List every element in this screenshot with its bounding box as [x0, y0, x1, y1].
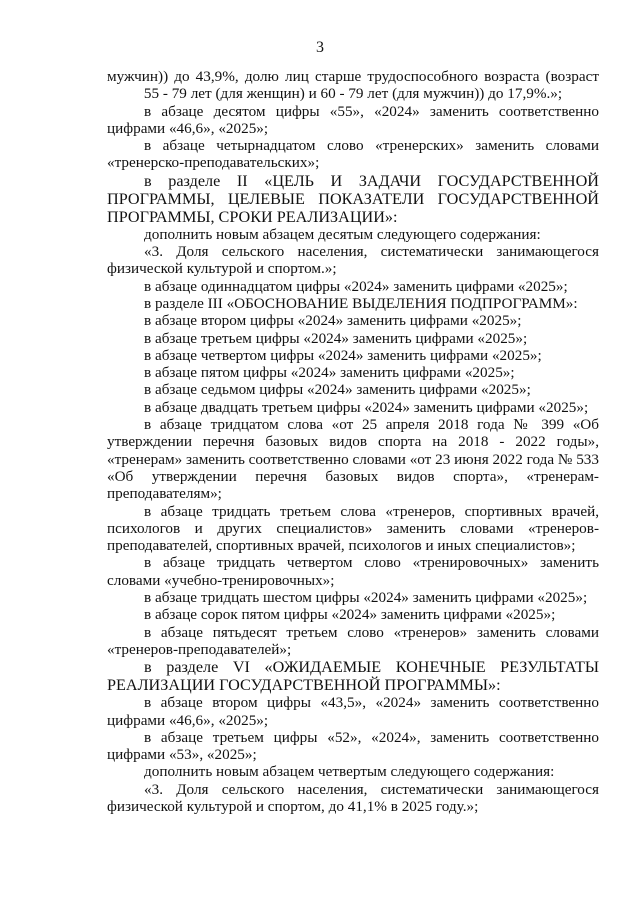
text-line: в абзаце тридцать четвертом слово «тренировочных» заменить: [144, 554, 599, 572]
text-line: «3. Доля сельского населения, систематически занимающегося: [144, 243, 599, 261]
text-line: в абзаце тридцатом слова «от 25 апреля 2018 года № 399 «Об: [144, 416, 599, 434]
text-line: ПРОГРАММЫ, СРОКИ РЕАЛИЗАЦИИ»:: [107, 207, 398, 226]
text-line: в разделе VI «ОЖИДАЕМЫЕ КОНЕЧНЫЕ РЕЗУЛЬТАТЫ: [144, 658, 599, 677]
text-line: в абзаце тридцать третьем слова «тренеров, спортивных врачей,: [144, 502, 599, 520]
text-line: в абзаце одиннадцатом цифры «2024» заменить цифрами «2025»;: [144, 277, 568, 295]
text-line: «Об утверждении перечня базовых видов спорта», «тренерам-: [107, 467, 599, 485]
text-line: «3. Доля сельского населения, систематически занимающегося: [144, 780, 599, 798]
text-line: в абзаце третьем цифры «2024» заменить цифрами «2025»;: [144, 329, 528, 347]
text-line: РЕАЛИЗАЦИИ ГОСУДАРСТВЕННОЙ ПРОГРАММЫ»:: [107, 676, 501, 695]
text-line: в абзаце седьмом цифры «2024» заменить цифрами «2025»;: [144, 381, 531, 399]
text-line: в абзаце двадцать третьем цифры «2024» заменить цифрами «2025»;: [144, 398, 589, 416]
text-line: физической культурой и спортом.»;: [107, 260, 337, 278]
text-line: мужчин)) до 43,9%, долю лиц старше трудоспособного возраста (возраст: [107, 68, 599, 85]
text-line: в абзаце пятом цифры «2024» заменить цифрами «2025»;: [144, 364, 515, 382]
text-line: «тренерам» заменить соответственно словами «от 23 июня 2022 года № 533: [107, 450, 599, 468]
text-line: в абзаце сорок пятом цифры «2024» заменить цифрами «2025»;: [144, 606, 556, 624]
text-line: в абзаце втором цифры «43,5», «2024» заменить соответственно: [144, 694, 599, 712]
text-line: словами «учебно-тренировочных»;: [107, 571, 335, 589]
text-line: «тренеров-преподавателей»;: [107, 640, 292, 658]
text-line: утверждении перечня базовых видов спорта на 2018 - 2022 годы»,: [107, 433, 599, 451]
text-line: в абзаце десятом цифры «55», «2024» заменить соответственно: [144, 102, 599, 120]
page-number: 3: [316, 39, 324, 56]
text-line: физической культурой и спортом, до 41,1% в 2025 году.»;: [107, 797, 479, 815]
text-line: преподавателей, спортивных врачей, психологов и иных специалистов»;: [107, 537, 576, 555]
text-line: в разделе III «ОБОСНОВАНИЕ ВЫДЕЛЕНИЯ ПОДПРОГРАММ»:: [144, 294, 578, 312]
text-line: дополнить новым абзацем десятым следующего содержания:: [144, 225, 541, 243]
text-line: в абзаце тридцать шестом цифры «2024» заменить цифрами «2025»;: [144, 589, 588, 607]
text-line: в абзаце пятьдесят третьем слово «тренеров» заменить словами: [144, 623, 599, 641]
text-line: дополнить новым абзацем четвертым следующего содержания:: [144, 763, 555, 781]
text-line: в абзаце четвертом цифры «2024» заменить цифрами «2025»;: [144, 346, 542, 364]
text-line: цифрами «46,6», «2025»;: [107, 119, 269, 137]
text-line: преподавателям»;: [107, 485, 222, 503]
text-line: цифрами «46,6», «2025»;: [107, 711, 269, 729]
text-line: «тренерско-преподавательских»;: [107, 154, 320, 172]
document-body: [107, 68, 599, 815]
text-line: в разделе II «ЦЕЛЬ И ЗАДАЧИ ГОСУДАРСТВЕННОЙ: [144, 171, 599, 190]
text-line: психологов и других специалистов» заменить словами «тренеров-: [107, 519, 599, 537]
text-line: в абзаце четырнадцатом слово «тренерских» заменить словами: [144, 137, 599, 155]
text-line: в абзаце третьем цифры «52», «2024», заменить соответственно: [144, 728, 599, 746]
text-line: 55 - 79 лет (для женщин) и 60 - 79 лет (для мужчин)) до 17,9%.»;: [143, 85, 563, 103]
text-line: ПРОГРАММЫ, ЦЕЛЕВЫЕ ПОКАЗАТЕЛИ ГОСУДАРСТВЕННОЙ: [107, 189, 599, 208]
text-line: цифрами «53», «2025»;: [107, 746, 257, 764]
text-line: в абзаце втором цифры «2024» заменить цифрами «2025»;: [144, 312, 522, 330]
